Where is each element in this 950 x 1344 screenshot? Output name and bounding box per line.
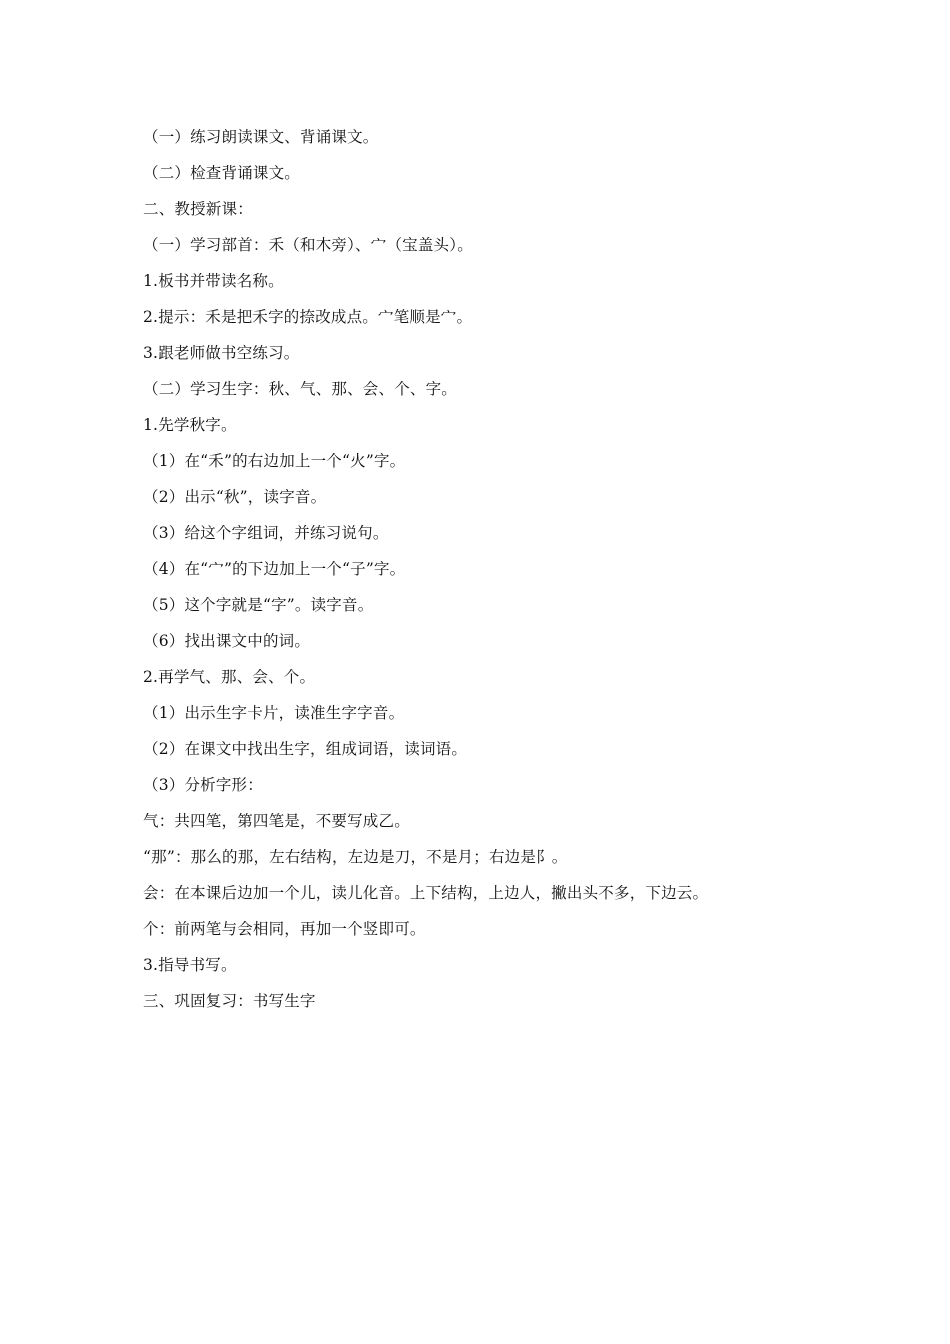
text-line: （1）在“禾”的右边加上一个“火”字。 [143, 452, 406, 470]
text-line: 个：前两笔与会相同，再加一个竖即可。 [143, 920, 426, 938]
text-line: 2.再学气、那、会、个。 [143, 668, 316, 686]
section-heading: 三、巩固复习：书写生字 [143, 992, 316, 1010]
text-line: （1）出示生字卡片，读准生字字音。 [143, 704, 405, 722]
text-line: 气：共四笔，第四笔是，不要写成乙。 [143, 812, 410, 830]
text-line: 1.先学秋字。 [143, 416, 237, 434]
section-heading: 二、教授新课： [143, 200, 253, 218]
text-line: （二）学习生字：秋、气、那、会、个、字。 [143, 380, 458, 398]
text-line: 3.跟老师做书空练习。 [143, 344, 300, 362]
text-line: （2）在课文中找出生字，组成词语，读词语。 [143, 740, 468, 758]
text-line: （5）这个字就是“字”。读字音。 [143, 596, 374, 614]
text-line: 1.板书并带读名称。 [143, 272, 284, 290]
text-line: （3）分析字形： [143, 776, 263, 794]
text-line: （二）检查背诵课文。 [143, 164, 301, 182]
text-line: （4）在“宀”的下边加上一个“子”字。 [143, 560, 406, 578]
text-line: “那”：那么的那，左右结构，左边是刀，不是月；右边是阝。 [143, 848, 568, 866]
text-line: （2）出示“秋”，读字音。 [143, 488, 327, 506]
text-line: （6）找出课文中的词。 [143, 632, 311, 650]
text-line: 3.指导书写。 [143, 956, 237, 974]
text-line: （一）学习部首：禾（和木旁）、宀（宝盖头）。 [143, 236, 473, 254]
text-line: （3）给这个字组词，并练习说句。 [143, 524, 389, 542]
text-line: 2.提示：禾是把禾字的捺改成点。宀笔顺是宀。 [143, 308, 473, 326]
document-body [143, 124, 823, 1024]
text-line: 会：在本课后边加一个儿，读儿化音。上下结构，上边人，撇出头不多，下边云。 [143, 884, 709, 902]
text-line: （一）练习朗读课文、背诵课文。 [143, 128, 379, 146]
